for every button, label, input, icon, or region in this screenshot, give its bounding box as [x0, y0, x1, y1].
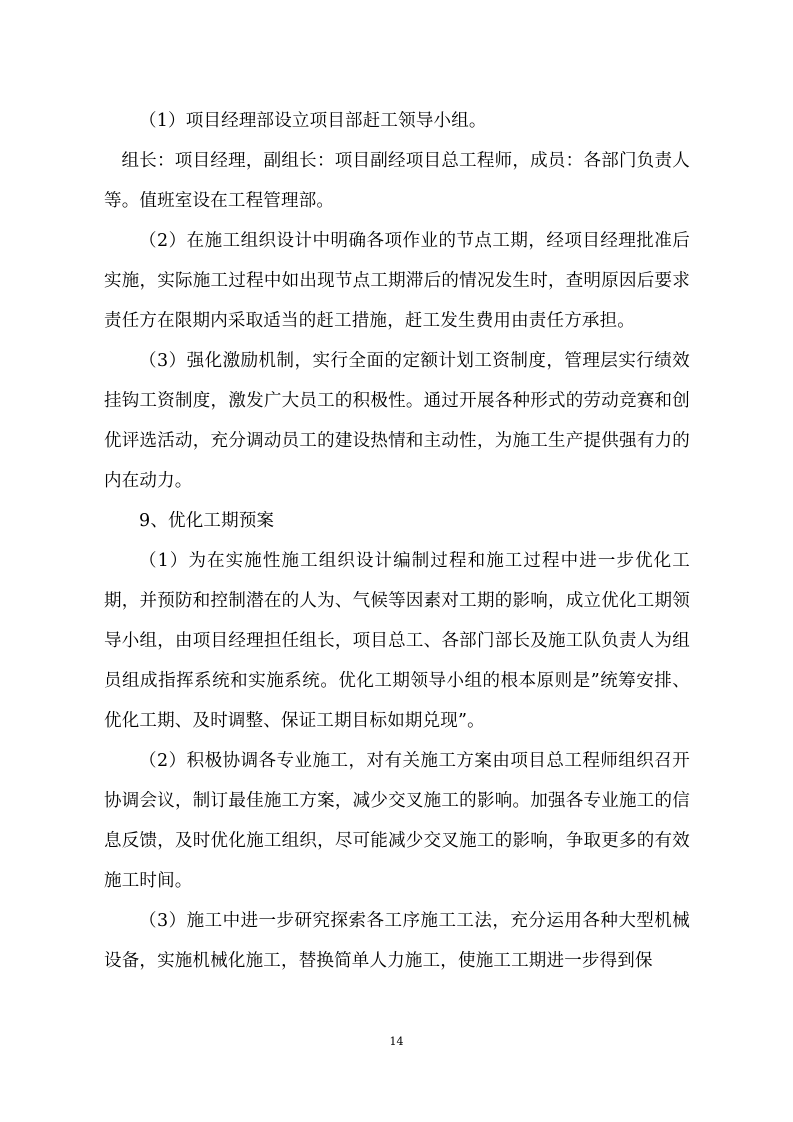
- paragraph-leadership-group: （1）项目经理部设立项目部赶工领导小组。: [139, 111, 487, 131]
- paragraph-group-members: 组长：项目经理，副组长：项目副经项目总工程师，成员：各部门负责人等。值班室设在工程管理部。: [104, 151, 690, 211]
- paragraph-node-schedule: （2）在施工组织设计中明确各项作业的节点工期，经项目经理批准后实施，实际施工过程中如出现节点工期滞后的情况发生时，查明原因后要求责任方在限期内采取适当的赶工措施，赶工发生费用由责任方承担。: [104, 231, 690, 331]
- section-heading-optimize-schedule: 9、优化工期预案: [139, 511, 275, 531]
- paragraph-optimization-group: （1）为在实施性施工组织设计编制过程和施工过程中进一步优化工期，并预防和控制潜在的人为、气候等因素对工期的影响，成立优化工期领导小组，由项目经理担任组长，项目总工、各部门部长及施工队负责人为组员组成指挥系统和实施系统。优化工期领导小组的根本原则是”统筹安排、优化工期、及时调整、保证工期目标如期兑现”。: [104, 551, 690, 731]
- body-text: [104, 101, 690, 981]
- paragraph-coordination: （2）积极协调各专业施工，对有关施工方案由项目总工程师组织召开协调会议，制订最佳施工方案，减少交叉施工的影响。加强各专业施工的信息反馈，及时优化施工组织，尽可能减少交叉施工的影响，争取更多的有效施工时间。: [104, 751, 690, 891]
- page-number: 14: [389, 1035, 404, 1048]
- paragraph-incentive-mechanism: （3）强化激励机制，实行全面的定额计划工资制度，管理层实行绩效挂钩工资制度，激发广大员工的积极性。通过开展各种形式的劳动竞赛和创优评选活动，充分调动员工的建设热情和主动性，为施工生产提供强有力的内在动力。: [104, 351, 690, 491]
- paragraph-construction-methods: （3）施工中进一步研究探索各工序施工工法，充分运用各种大型机械设备，实施机械化施工，替换简单人力施工，使施工工期进一步得到保: [104, 911, 690, 971]
